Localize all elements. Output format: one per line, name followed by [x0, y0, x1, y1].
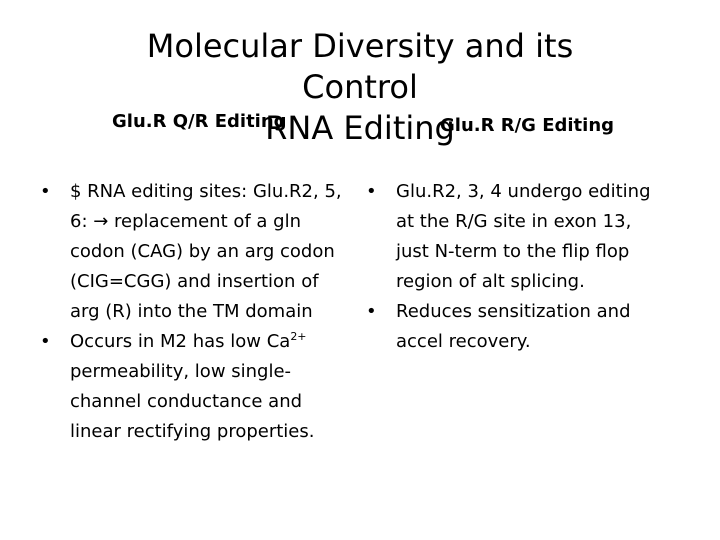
qr-bullet-2-text-after: permeability, low single-channel conductance and linear rectifying properties.	[70, 361, 315, 442]
qr-bullet-1	[40, 177, 350, 327]
bullet-dot-icon: •	[40, 331, 51, 352]
title-line-2: RNA Editing	[265, 109, 455, 147]
qr-editing-heading: Glu.R Q/R Editing	[112, 111, 287, 132]
qr-bullet-2-superscript: 2+	[290, 330, 307, 343]
rg-bullet-1-text: Glu.R2, 3, 4 undergo editing at the R/G site in exon 13, just N-term to the flip flop region of alt splicing.	[396, 181, 651, 292]
rg-editing-bullet-list	[366, 177, 666, 357]
bullet-dot-icon: •	[366, 181, 377, 202]
rg-bullet-1	[366, 177, 666, 297]
bullet-dot-icon: •	[40, 181, 51, 202]
qr-bullet-2-text-before: Occurs in M2 has low Ca	[70, 331, 291, 352]
qr-bullet-2	[40, 327, 350, 447]
rg-editing-heading: Glu.R R/G Editing	[440, 115, 615, 136]
bullet-dot-icon: •	[366, 301, 377, 322]
qr-editing-bullet-list	[40, 177, 350, 447]
rg-bullet-2	[366, 297, 666, 357]
qr-bullet-1-text: $ RNA editing sites: Glu.R2, 5, 6: → replacement of a gln codon (CAG) by an arg codon (CIG=CGG) and insertion of arg (R) into the TM domain	[70, 181, 342, 322]
title-line-1: Molecular Diversity and its Control	[146, 27, 574, 106]
rg-bullet-2-text: Reduces sensitization and accel recovery.	[396, 301, 631, 352]
